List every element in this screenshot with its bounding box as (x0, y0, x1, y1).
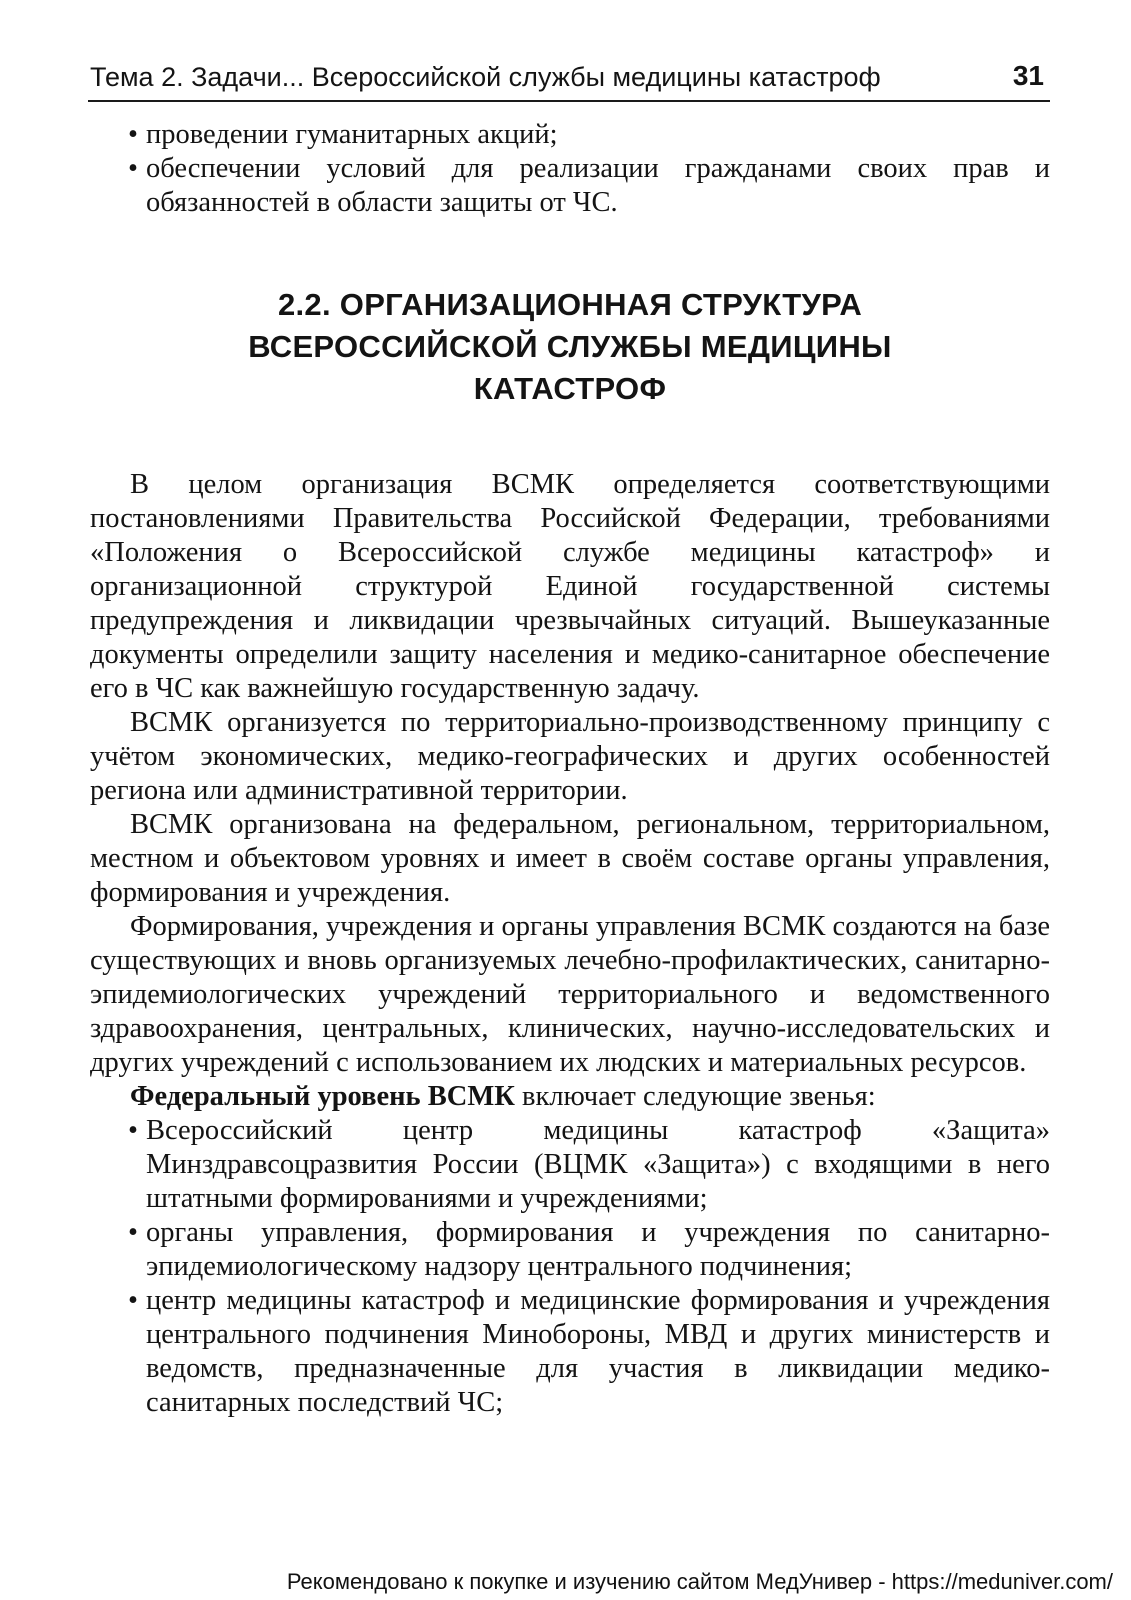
paragraph: Формирования, учреждения и органы управления ВСМК создаются на базе существующих и вновь организуемых лечебно-профилактических, санитарно-эпидемиологических учреждений территориального и ведомственного здравоохранения, центральных, клинических, научно-исследовательских и других учреждений с использованием их людских и материальных ресурсов. (90, 911, 1050, 1078)
page-number: 31 (1012, 60, 1044, 91)
running-header (88, 60, 1050, 102)
list-item: • Всероссийский центр медицины катастроф «Защита» Минздравсоцразвития России (ВЦМК «Защита») с входящими в него штатными формированиями и учреждениями; (128, 1114, 1050, 1216)
section-title (130, 284, 1010, 410)
section-title-line: ВСЕРОССИЙСКОЙ СЛУЖБЫ МЕДИЦИНЫ (248, 329, 892, 364)
main-text (90, 468, 1050, 1420)
running-title: Тема 2. Задачи... Всероссийской службы медицины катастроф (90, 62, 881, 92)
list-item: • проведении гуманитарных акций; (128, 118, 1050, 152)
list-item: • органы управления, формирования и учреждения по санитарно-эпидемиологическому надзору центрального подчинения; (128, 1216, 1050, 1284)
paragraph: ВСМК организуется по территориально-производственному принципу с учётом экономических, медико-географических и других особенностей региона или административной территории. (90, 707, 1050, 806)
footer-note: Рекомендовано к покупке и изучению сайтом МедУнивер - https://meduniver.com/ (286, 1569, 1113, 1594)
section-title-line: 2.2. ОРГАНИЗАЦИОННАЯ СТРУКТУРА (277, 287, 863, 322)
federal-level-list (128, 1114, 1050, 1420)
federal-level-lead-text: включает следующие звенья: (514, 1081, 876, 1112)
federal-level-lead (90, 1080, 1050, 1114)
federal-level-heading: Федеральный уровень ВСМК (130, 1081, 515, 1112)
paragraph: В целом организация ВСМК определяется соответствующими постановлениями Правительства Российской Федерации, требованиями «Положения о Всероссийской службе медицины катастроф» и организационной структурой Единой государственной системы предупреждения и ликвидации чрезвычайных ситуаций. Вышеуказанные документы определили защиту населения и медико-санитарное обеспечение его в ЧС как важнейшую государственную задачу. (90, 469, 1050, 704)
paragraph: ВСМК организована на федеральном, региональном, территориальном, местном и объектовом уровнях и имеет в своём составе органы управления, формирования и учреждения. (90, 809, 1050, 908)
list-item: • центр медицины катастроф и медицинские формирования и учреждения центрального подчинения Минобороны, МВД и других министерств и ведомств, предназначенные для участия в ликвидации медико-санитарных последствий ЧС; (128, 1284, 1050, 1420)
continued-bullet-list (128, 118, 1050, 220)
section-title-line: КАТАСТРОФ (473, 371, 667, 406)
list-item: • обеспечении условий для реализации гражданами своих прав и обязанностей в области защиты от ЧС. (128, 152, 1050, 220)
